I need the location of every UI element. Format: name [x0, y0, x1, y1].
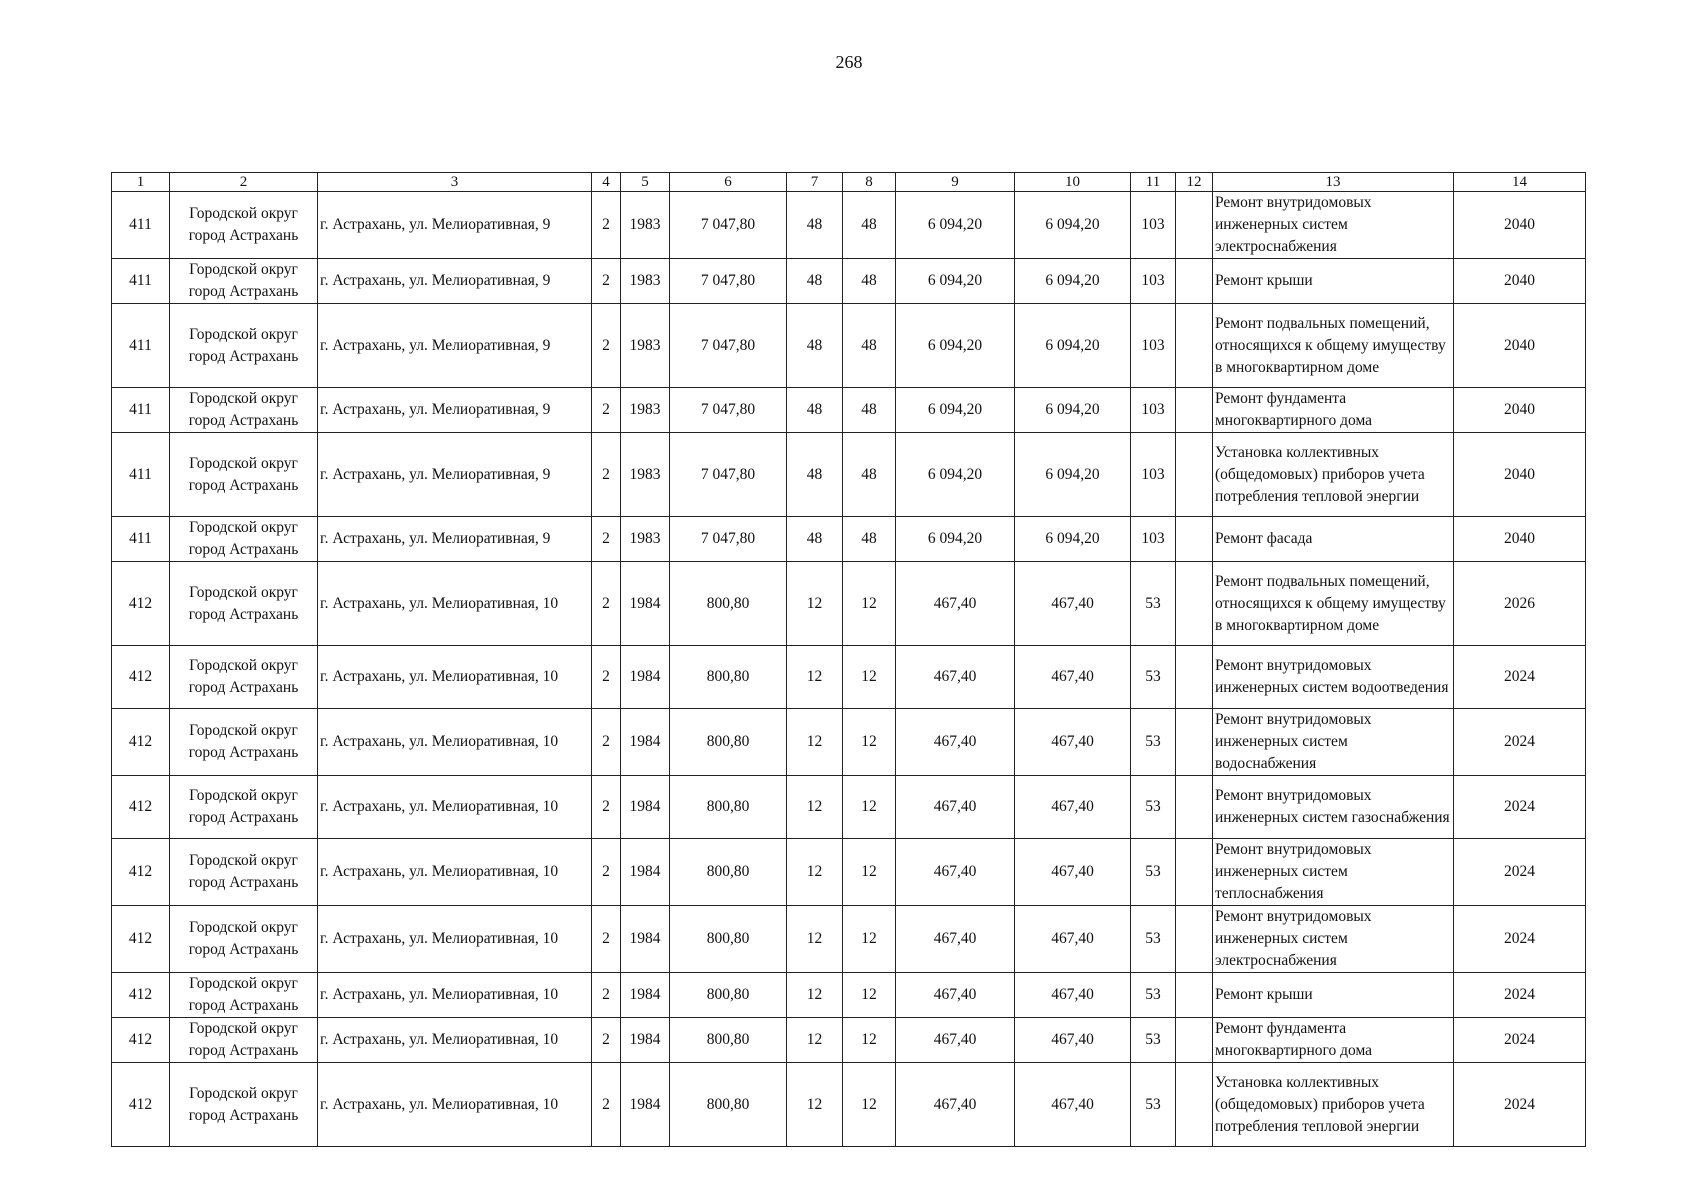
- row-number: 412: [112, 709, 170, 776]
- col10-cell: 467,40: [1015, 839, 1131, 906]
- table-row: [112, 709, 1586, 776]
- address-cell: г. Астрахань, ул. Мелиоративная, 9: [318, 388, 592, 433]
- year-built-cell: 1984: [621, 1018, 670, 1063]
- table-row: [112, 517, 1586, 562]
- work-type-cell: Ремонт внутридомовых инженерных систем водоснабжения: [1213, 709, 1454, 776]
- table-row: [112, 433, 1586, 517]
- col-header: 11: [1131, 173, 1176, 192]
- address-cell: г. Астрахань, ул. Мелиоративная, 9: [318, 304, 592, 388]
- col11-cell: 103: [1131, 388, 1176, 433]
- col7-cell: 48: [787, 517, 843, 562]
- municipality-cell: Городской округ город Астрахань: [170, 192, 318, 259]
- col8-cell: 12: [843, 839, 896, 906]
- col4-cell: 2: [592, 304, 621, 388]
- planned-year-cell: 2040: [1454, 517, 1586, 562]
- col7-cell: 12: [787, 776, 843, 839]
- col10-cell: 467,40: [1015, 709, 1131, 776]
- col8-cell: 48: [843, 433, 896, 517]
- row-number: 412: [112, 973, 170, 1018]
- municipality-cell: Городской округ город Астрахань: [170, 1018, 318, 1063]
- table-row: [112, 776, 1586, 839]
- col9-cell: 467,40: [896, 1018, 1015, 1063]
- col8-cell: 12: [843, 646, 896, 709]
- col12-cell: [1176, 517, 1213, 562]
- row-number: 411: [112, 192, 170, 259]
- year-built-cell: 1984: [621, 562, 670, 646]
- total-area-cell: 7 047,80: [670, 388, 787, 433]
- municipality-cell: Городской округ город Астрахань: [170, 839, 318, 906]
- col-header: 5: [621, 173, 670, 192]
- col12-cell: [1176, 646, 1213, 709]
- planned-year-cell: 2024: [1454, 709, 1586, 776]
- col12-cell: [1176, 304, 1213, 388]
- total-area-cell: 7 047,80: [670, 433, 787, 517]
- col4-cell: 2: [592, 906, 621, 973]
- col11-cell: 103: [1131, 517, 1176, 562]
- year-built-cell: 1983: [621, 259, 670, 304]
- col4-cell: 2: [592, 1018, 621, 1063]
- col10-cell: 6 094,20: [1015, 192, 1131, 259]
- year-built-cell: 1984: [621, 973, 670, 1018]
- table-row: [112, 839, 1586, 906]
- work-type-cell: Ремонт фундамента многоквартирного дома: [1213, 1018, 1454, 1063]
- table-row: [112, 1063, 1586, 1147]
- municipality-cell: Городской округ город Астрахань: [170, 906, 318, 973]
- col10-cell: 467,40: [1015, 562, 1131, 646]
- col10-cell: 6 094,20: [1015, 259, 1131, 304]
- col4-cell: 2: [592, 709, 621, 776]
- col4-cell: 2: [592, 192, 621, 259]
- planned-year-cell: 2024: [1454, 776, 1586, 839]
- col8-cell: 12: [843, 906, 896, 973]
- col12-cell: [1176, 259, 1213, 304]
- col10-cell: 467,40: [1015, 973, 1131, 1018]
- registry-table: [111, 172, 1586, 1147]
- total-area-cell: 7 047,80: [670, 259, 787, 304]
- total-area-cell: 800,80: [670, 709, 787, 776]
- total-area-cell: 7 047,80: [670, 517, 787, 562]
- col10-cell: 467,40: [1015, 1063, 1131, 1147]
- municipality-cell: Городской округ город Астрахань: [170, 776, 318, 839]
- col9-cell: 467,40: [896, 709, 1015, 776]
- table-row: [112, 192, 1586, 259]
- col11-cell: 103: [1131, 304, 1176, 388]
- col4-cell: 2: [592, 646, 621, 709]
- row-number: 412: [112, 562, 170, 646]
- col8-cell: 48: [843, 388, 896, 433]
- col8-cell: 12: [843, 1063, 896, 1147]
- total-area-cell: 800,80: [670, 973, 787, 1018]
- col-header: 6: [670, 173, 787, 192]
- col9-cell: 467,40: [896, 646, 1015, 709]
- col-header: 12: [1176, 173, 1213, 192]
- year-built-cell: 1984: [621, 1063, 670, 1147]
- col11-cell: 53: [1131, 562, 1176, 646]
- col8-cell: 12: [843, 1018, 896, 1063]
- municipality-cell: Городской округ город Астрахань: [170, 646, 318, 709]
- address-cell: г. Астрахань, ул. Мелиоративная, 9: [318, 192, 592, 259]
- year-built-cell: 1984: [621, 646, 670, 709]
- work-type-cell: Ремонт внутридомовых инженерных систем водоотведения: [1213, 646, 1454, 709]
- work-type-cell: Ремонт фасада: [1213, 517, 1454, 562]
- planned-year-cell: 2040: [1454, 192, 1586, 259]
- table-row: [112, 906, 1586, 973]
- table-row: [112, 973, 1586, 1018]
- col12-cell: [1176, 433, 1213, 517]
- work-type-cell: Ремонт внутридомовых инженерных систем теплоснабжения: [1213, 839, 1454, 906]
- row-number: 411: [112, 433, 170, 517]
- col12-cell: [1176, 388, 1213, 433]
- row-number: 411: [112, 259, 170, 304]
- col4-cell: 2: [592, 839, 621, 906]
- row-number: 412: [112, 1018, 170, 1063]
- year-built-cell: 1983: [621, 433, 670, 517]
- year-built-cell: 1983: [621, 192, 670, 259]
- col11-cell: 103: [1131, 192, 1176, 259]
- address-cell: г. Астрахань, ул. Мелиоративная, 10: [318, 776, 592, 839]
- col9-cell: 467,40: [896, 906, 1015, 973]
- address-cell: г. Астрахань, ул. Мелиоративная, 9: [318, 259, 592, 304]
- col11-cell: 53: [1131, 1063, 1176, 1147]
- work-type-cell: Ремонт внутридомовых инженерных систем газоснабжения: [1213, 776, 1454, 839]
- work-type-cell: Установка коллективных (общедомовых) приборов учета потребления тепловой энергии: [1213, 433, 1454, 517]
- col11-cell: 53: [1131, 776, 1176, 839]
- col12-cell: [1176, 973, 1213, 1018]
- table-row: [112, 646, 1586, 709]
- col7-cell: 12: [787, 709, 843, 776]
- total-area-cell: 800,80: [670, 562, 787, 646]
- table-row: [112, 304, 1586, 388]
- year-built-cell: 1984: [621, 906, 670, 973]
- col12-cell: [1176, 1063, 1213, 1147]
- col12-cell: [1176, 192, 1213, 259]
- planned-year-cell: 2024: [1454, 906, 1586, 973]
- col8-cell: 48: [843, 517, 896, 562]
- municipality-cell: Городской округ город Астрахань: [170, 562, 318, 646]
- address-cell: г. Астрахань, ул. Мелиоративная, 9: [318, 433, 592, 517]
- col-header: 1: [112, 173, 170, 192]
- col10-cell: 6 094,20: [1015, 388, 1131, 433]
- year-built-cell: 1983: [621, 517, 670, 562]
- col11-cell: 53: [1131, 646, 1176, 709]
- row-number: 412: [112, 839, 170, 906]
- total-area-cell: 7 047,80: [670, 304, 787, 388]
- col8-cell: 48: [843, 259, 896, 304]
- planned-year-cell: 2024: [1454, 973, 1586, 1018]
- col8-cell: 12: [843, 973, 896, 1018]
- planned-year-cell: 2040: [1454, 259, 1586, 304]
- col12-cell: [1176, 839, 1213, 906]
- col4-cell: 2: [592, 259, 621, 304]
- year-built-cell: 1983: [621, 388, 670, 433]
- municipality-cell: Городской округ город Астрахань: [170, 388, 318, 433]
- col12-cell: [1176, 709, 1213, 776]
- col11-cell: 53: [1131, 709, 1176, 776]
- col12-cell: [1176, 1018, 1213, 1063]
- work-type-cell: Установка коллективных (общедомовых) приборов учета потребления тепловой энергии: [1213, 1063, 1454, 1147]
- row-number: 411: [112, 517, 170, 562]
- address-cell: г. Астрахань, ул. Мелиоративная, 9: [318, 517, 592, 562]
- col7-cell: 12: [787, 906, 843, 973]
- address-cell: г. Астрахань, ул. Мелиоративная, 10: [318, 973, 592, 1018]
- year-built-cell: 1983: [621, 304, 670, 388]
- col-header: 9: [896, 173, 1015, 192]
- planned-year-cell: 2040: [1454, 433, 1586, 517]
- address-cell: г. Астрахань, ул. Мелиоративная, 10: [318, 839, 592, 906]
- work-type-cell: Ремонт фундамента многоквартирного дома: [1213, 388, 1454, 433]
- address-cell: г. Астрахань, ул. Мелиоративная, 10: [318, 562, 592, 646]
- col4-cell: 2: [592, 973, 621, 1018]
- col7-cell: 12: [787, 1063, 843, 1147]
- col-header: 10: [1015, 173, 1131, 192]
- col7-cell: 12: [787, 1018, 843, 1063]
- col10-cell: 467,40: [1015, 1018, 1131, 1063]
- col4-cell: 2: [592, 562, 621, 646]
- work-type-cell: Ремонт подвальных помещений, относящихся к общему имуществу в многоквартирном доме: [1213, 562, 1454, 646]
- planned-year-cell: 2024: [1454, 1063, 1586, 1147]
- col-header: 3: [318, 173, 592, 192]
- total-area-cell: 7 047,80: [670, 192, 787, 259]
- row-number: 412: [112, 776, 170, 839]
- planned-year-cell: 2026: [1454, 562, 1586, 646]
- page-number: 268: [835, 52, 863, 72]
- col8-cell: 48: [843, 304, 896, 388]
- year-built-cell: 1984: [621, 839, 670, 906]
- col-header: 13: [1213, 173, 1454, 192]
- col9-cell: 6 094,20: [896, 433, 1015, 517]
- year-built-cell: 1984: [621, 709, 670, 776]
- municipality-cell: Городской округ город Астрахань: [170, 259, 318, 304]
- row-number: 411: [112, 388, 170, 433]
- row-number: 412: [112, 646, 170, 709]
- address-cell: г. Астрахань, ул. Мелиоративная, 10: [318, 1018, 592, 1063]
- table-row: [112, 388, 1586, 433]
- col7-cell: 12: [787, 562, 843, 646]
- total-area-cell: 800,80: [670, 776, 787, 839]
- col9-cell: 6 094,20: [896, 192, 1015, 259]
- municipality-cell: Городской округ город Астрахань: [170, 1063, 318, 1147]
- planned-year-cell: 2040: [1454, 304, 1586, 388]
- table-row: [112, 1018, 1586, 1063]
- col4-cell: 2: [592, 776, 621, 839]
- col10-cell: 467,40: [1015, 776, 1131, 839]
- col10-cell: 6 094,20: [1015, 304, 1131, 388]
- work-type-cell: Ремонт крыши: [1213, 259, 1454, 304]
- work-type-cell: Ремонт крыши: [1213, 973, 1454, 1018]
- col9-cell: 6 094,20: [896, 304, 1015, 388]
- col4-cell: 2: [592, 388, 621, 433]
- col11-cell: 53: [1131, 973, 1176, 1018]
- planned-year-cell: 2040: [1454, 388, 1586, 433]
- col11-cell: 103: [1131, 433, 1176, 517]
- col8-cell: 12: [843, 562, 896, 646]
- col10-cell: 6 094,20: [1015, 433, 1131, 517]
- address-cell: г. Астрахань, ул. Мелиоративная, 10: [318, 709, 592, 776]
- municipality-cell: Городской округ город Астрахань: [170, 304, 318, 388]
- col7-cell: 48: [787, 304, 843, 388]
- col9-cell: 6 094,20: [896, 259, 1015, 304]
- total-area-cell: 800,80: [670, 1063, 787, 1147]
- planned-year-cell: 2024: [1454, 646, 1586, 709]
- col-header: 2: [170, 173, 318, 192]
- col7-cell: 12: [787, 973, 843, 1018]
- row-number: 411: [112, 304, 170, 388]
- col-header: 4: [592, 173, 621, 192]
- row-number: 412: [112, 906, 170, 973]
- col4-cell: 2: [592, 1063, 621, 1147]
- municipality-cell: Городской округ город Астрахань: [170, 433, 318, 517]
- col9-cell: 467,40: [896, 839, 1015, 906]
- col7-cell: 12: [787, 646, 843, 709]
- col9-cell: 467,40: [896, 562, 1015, 646]
- col4-cell: 2: [592, 517, 621, 562]
- col11-cell: 53: [1131, 906, 1176, 973]
- col-header: 8: [843, 173, 896, 192]
- col8-cell: 12: [843, 776, 896, 839]
- planned-year-cell: 2024: [1454, 1018, 1586, 1063]
- header-row: [112, 173, 1586, 192]
- col9-cell: 6 094,20: [896, 517, 1015, 562]
- table-row: [112, 259, 1586, 304]
- year-built-cell: 1984: [621, 776, 670, 839]
- col8-cell: 48: [843, 192, 896, 259]
- planned-year-cell: 2024: [1454, 839, 1586, 906]
- total-area-cell: 800,80: [670, 646, 787, 709]
- work-type-cell: Ремонт внутридомовых инженерных систем электроснабжения: [1213, 906, 1454, 973]
- col9-cell: 467,40: [896, 1063, 1015, 1147]
- work-type-cell: Ремонт внутридомовых инженерных систем электроснабжения: [1213, 192, 1454, 259]
- col11-cell: 53: [1131, 839, 1176, 906]
- col7-cell: 12: [787, 839, 843, 906]
- col10-cell: 467,40: [1015, 646, 1131, 709]
- col-header: 14: [1454, 173, 1586, 192]
- row-number: 412: [112, 1063, 170, 1147]
- col-header: 7: [787, 173, 843, 192]
- address-cell: г. Астрахань, ул. Мелиоративная, 10: [318, 1063, 592, 1147]
- col10-cell: 467,40: [1015, 906, 1131, 973]
- total-area-cell: 800,80: [670, 1018, 787, 1063]
- total-area-cell: 800,80: [670, 839, 787, 906]
- total-area-cell: 800,80: [670, 906, 787, 973]
- table-row: [112, 562, 1586, 646]
- col12-cell: [1176, 776, 1213, 839]
- col7-cell: 48: [787, 192, 843, 259]
- col7-cell: 48: [787, 433, 843, 517]
- col11-cell: 53: [1131, 1018, 1176, 1063]
- col10-cell: 6 094,20: [1015, 517, 1131, 562]
- address-cell: г. Астрахань, ул. Мелиоративная, 10: [318, 906, 592, 973]
- col8-cell: 12: [843, 709, 896, 776]
- work-type-cell: Ремонт подвальных помещений, относящихся к общему имуществу в многоквартирном доме: [1213, 304, 1454, 388]
- col9-cell: 467,40: [896, 776, 1015, 839]
- col9-cell: 467,40: [896, 973, 1015, 1018]
- col12-cell: [1176, 906, 1213, 973]
- address-cell: г. Астрахань, ул. Мелиоративная, 10: [318, 646, 592, 709]
- col11-cell: 103: [1131, 259, 1176, 304]
- col7-cell: 48: [787, 259, 843, 304]
- municipality-cell: Городской округ город Астрахань: [170, 517, 318, 562]
- municipality-cell: Городской округ город Астрахань: [170, 709, 318, 776]
- col7-cell: 48: [787, 388, 843, 433]
- col4-cell: 2: [592, 433, 621, 517]
- col9-cell: 6 094,20: [896, 388, 1015, 433]
- col12-cell: [1176, 562, 1213, 646]
- municipality-cell: Городской округ город Астрахань: [170, 973, 318, 1018]
